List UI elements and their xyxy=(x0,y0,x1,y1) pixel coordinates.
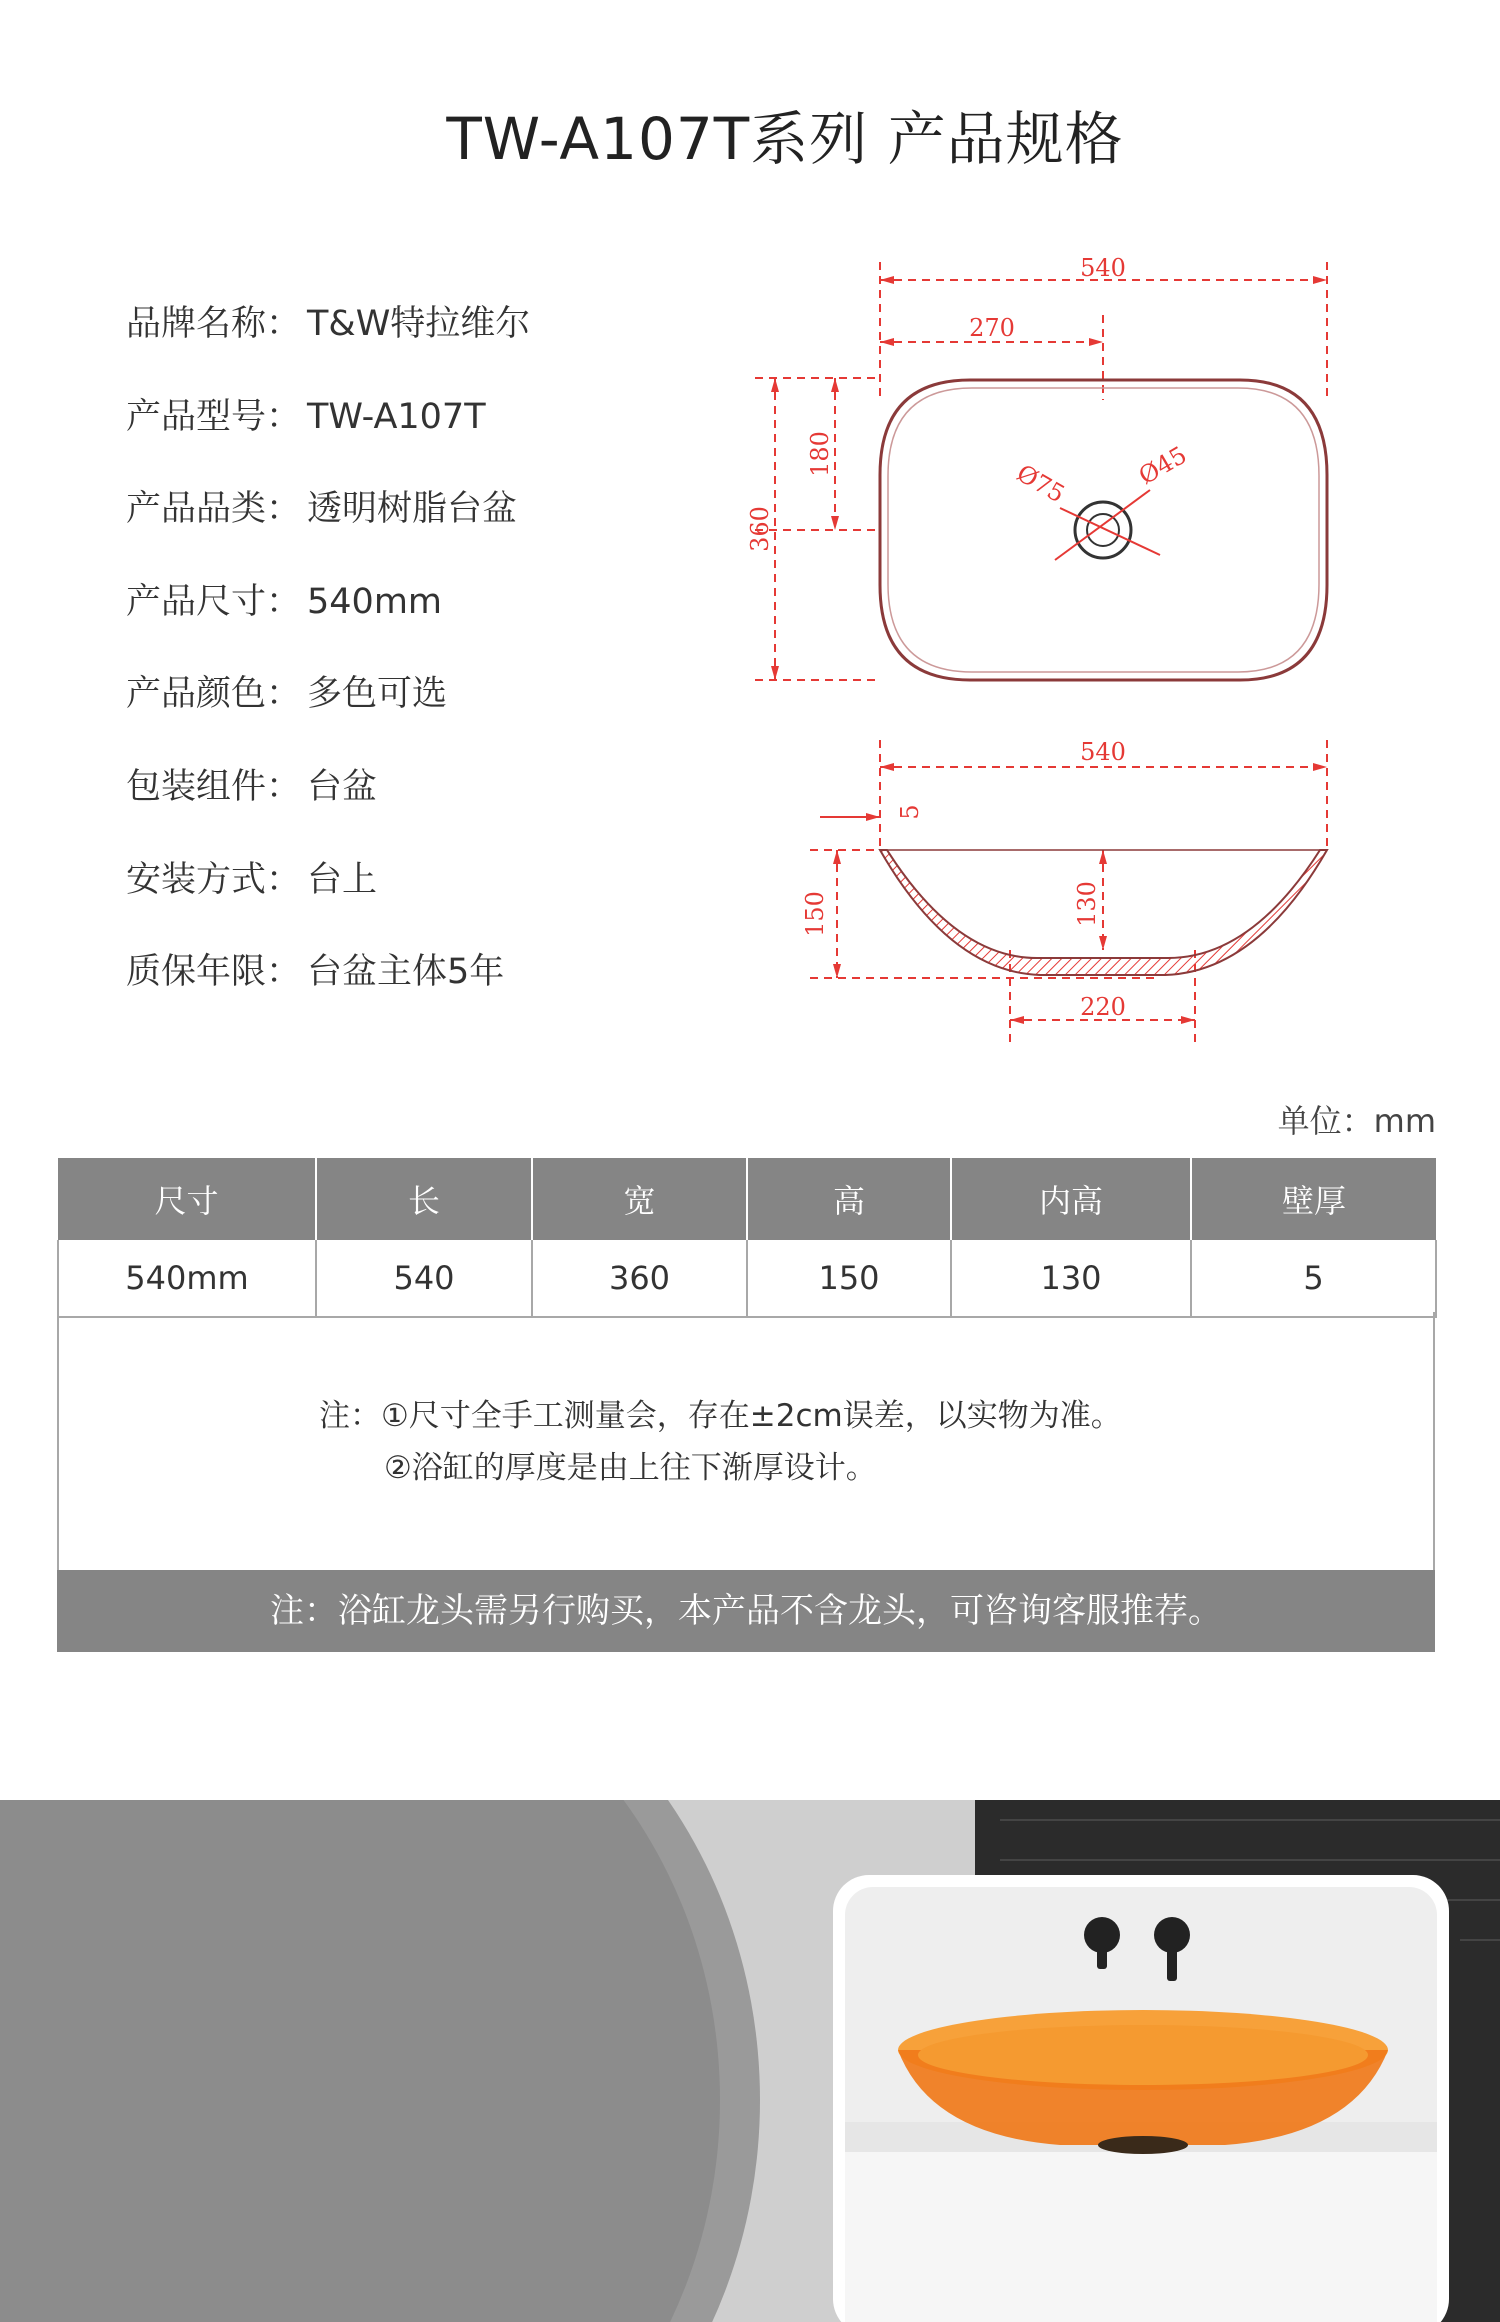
spec-label: 品牌名称： xyxy=(126,304,302,344)
spec-label: 产品颜色： xyxy=(126,674,302,715)
dim-top-width: 540 xyxy=(1080,254,1126,282)
dim-base: 220 xyxy=(1080,993,1126,1021)
spec-row-install xyxy=(126,852,530,945)
spec-value: 多色可选 xyxy=(307,674,448,715)
page-title: TW-A107T系列 产品规格 xyxy=(446,105,1124,173)
dim-top-half-width: 270 xyxy=(969,314,1015,342)
basin-top-outline xyxy=(880,380,1327,680)
spec-value: 540mm xyxy=(307,581,443,622)
notes-box xyxy=(57,1312,1435,1570)
diameter-leaders xyxy=(1055,490,1160,560)
table-cell: 5 xyxy=(1191,1240,1436,1317)
note-line-2: ②浴缸的厚度是由上往下渐厚设计。 xyxy=(384,1450,877,1486)
spec-label: 质保年限： xyxy=(126,952,302,993)
table-cell: 540 xyxy=(316,1240,532,1317)
spec-label: 包装组件： xyxy=(126,766,302,807)
table-header: 内高 xyxy=(951,1158,1191,1240)
dim-drain-diameter: Ø45 xyxy=(1134,440,1192,491)
table-cell: 360 xyxy=(532,1240,747,1317)
product-photo xyxy=(0,1800,1500,2322)
dim-top-depth: 360 xyxy=(746,506,774,552)
drain-inner xyxy=(1087,514,1119,546)
note-line-1: 注：①尺寸全手工测量会，存在±2cm误差，以实物为准。 xyxy=(319,1398,1122,1434)
unit-label: 单位：mm xyxy=(1277,1102,1436,1140)
spec-label: 产品尺寸： xyxy=(126,581,302,622)
dim-outer-diameter: Ø75 xyxy=(1012,458,1070,509)
table-header-row xyxy=(58,1158,1436,1240)
spec-value: T&W特拉维尔 xyxy=(307,304,531,344)
spec-row-category xyxy=(126,481,530,574)
table-cell: 130 xyxy=(951,1240,1191,1317)
table-header: 壁厚 xyxy=(1191,1158,1436,1240)
dimension-table xyxy=(57,1158,1437,1318)
table-header: 长 xyxy=(316,1158,532,1240)
table-header: 宽 xyxy=(532,1158,747,1240)
dim-side-width: 540 xyxy=(1080,738,1126,766)
dim-side-height: 150 xyxy=(801,891,829,937)
side-view xyxy=(810,740,1327,1045)
spec-value: TW-A107T xyxy=(307,396,486,437)
basin-dimension-drawing xyxy=(740,250,1360,1060)
dim-top-half-depth: 180 xyxy=(806,431,834,477)
table-cell: 540mm xyxy=(58,1240,316,1317)
spec-row-brand xyxy=(126,296,530,389)
spec-value: 台盆主体5年 xyxy=(307,952,505,993)
spec-label: 产品型号： xyxy=(126,396,302,437)
table-header: 尺寸 xyxy=(58,1158,316,1240)
spec-value: 透明树脂台盆 xyxy=(307,489,518,530)
spec-row-color xyxy=(126,666,530,759)
spec-value: 台上 xyxy=(307,859,378,900)
spec-row-warranty xyxy=(126,944,530,1037)
spec-list xyxy=(126,296,530,1037)
spec-label: 产品品类： xyxy=(126,489,302,530)
spec-row-model xyxy=(126,389,530,482)
table-header: 高 xyxy=(747,1158,951,1240)
table-row xyxy=(58,1240,1436,1317)
dim-wall: 5 xyxy=(896,804,924,820)
footer-note-bar: 注：浴缸龙头需另行购买，本产品不含龙头，可咨询客服推荐。 xyxy=(57,1570,1435,1652)
spec-row-package xyxy=(126,759,530,852)
spec-row-size xyxy=(126,574,530,667)
dim-inner-height: 130 xyxy=(1073,881,1101,927)
spec-label: 安装方式： xyxy=(126,859,302,900)
table-cell: 150 xyxy=(747,1240,951,1317)
spec-value: 台盆 xyxy=(307,766,378,807)
